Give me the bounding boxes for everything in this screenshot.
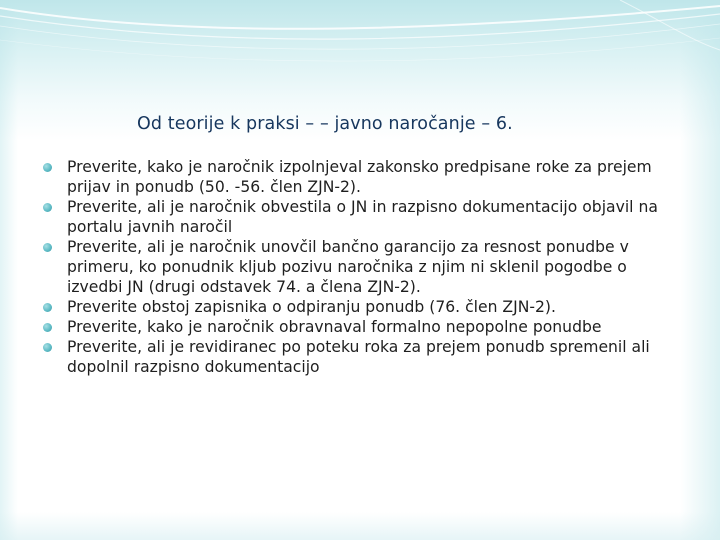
bullet-item (43, 317, 683, 337)
bullet-list (43, 157, 683, 377)
bullet-text: Preverite, ali je revidiranec po poteku roka za prejem ponudb spremenil ali dopolnil razpisno dokumentacijo (67, 338, 650, 376)
bullet-dot-icon (43, 303, 52, 312)
bullet-dot-icon (43, 163, 52, 172)
bullet-text: Preverite, ali je naročnik obvestila o JN in razpisno dokumentacijo objavil na portalu javnih naročil (67, 198, 658, 236)
bullet-item (43, 297, 683, 317)
background-bottom-gradient (0, 512, 720, 540)
bullet-dot-icon (43, 343, 52, 352)
bullet-dot-icon (43, 243, 52, 252)
bullet-dot-icon (43, 323, 52, 332)
bullet-item (43, 197, 683, 237)
bullet-dot-icon (43, 203, 52, 212)
bullet-item (43, 237, 683, 297)
bullet-text: Preverite, kako je naročnik izpolnjeval zakonsko predpisane roke za prejem prijav in ponudb (50. -56. člen ZJN-2). (67, 158, 652, 196)
bullet-text: Preverite obstoj zapisnika o odpiranju ponudb (76. člen ZJN-2). (67, 298, 556, 316)
bullet-text: Preverite, kako je naročnik obravnaval formalno nepopolne ponudbe (67, 318, 602, 336)
slide-title: Od teorije k praksi – – javno naročanje – 6. (137, 114, 513, 134)
bullet-text: Preverite, ali je naročnik unovčil bančno garancijo za resnost ponudbe v primeru, ko ponudnik kljub pozivu naročnika z njim ni sklenil pogodbe o izvedbi JN (drugi odstavek 74. a člena ZJN-2). (67, 238, 629, 296)
bullet-item (43, 337, 683, 377)
bullet-item (43, 157, 683, 197)
